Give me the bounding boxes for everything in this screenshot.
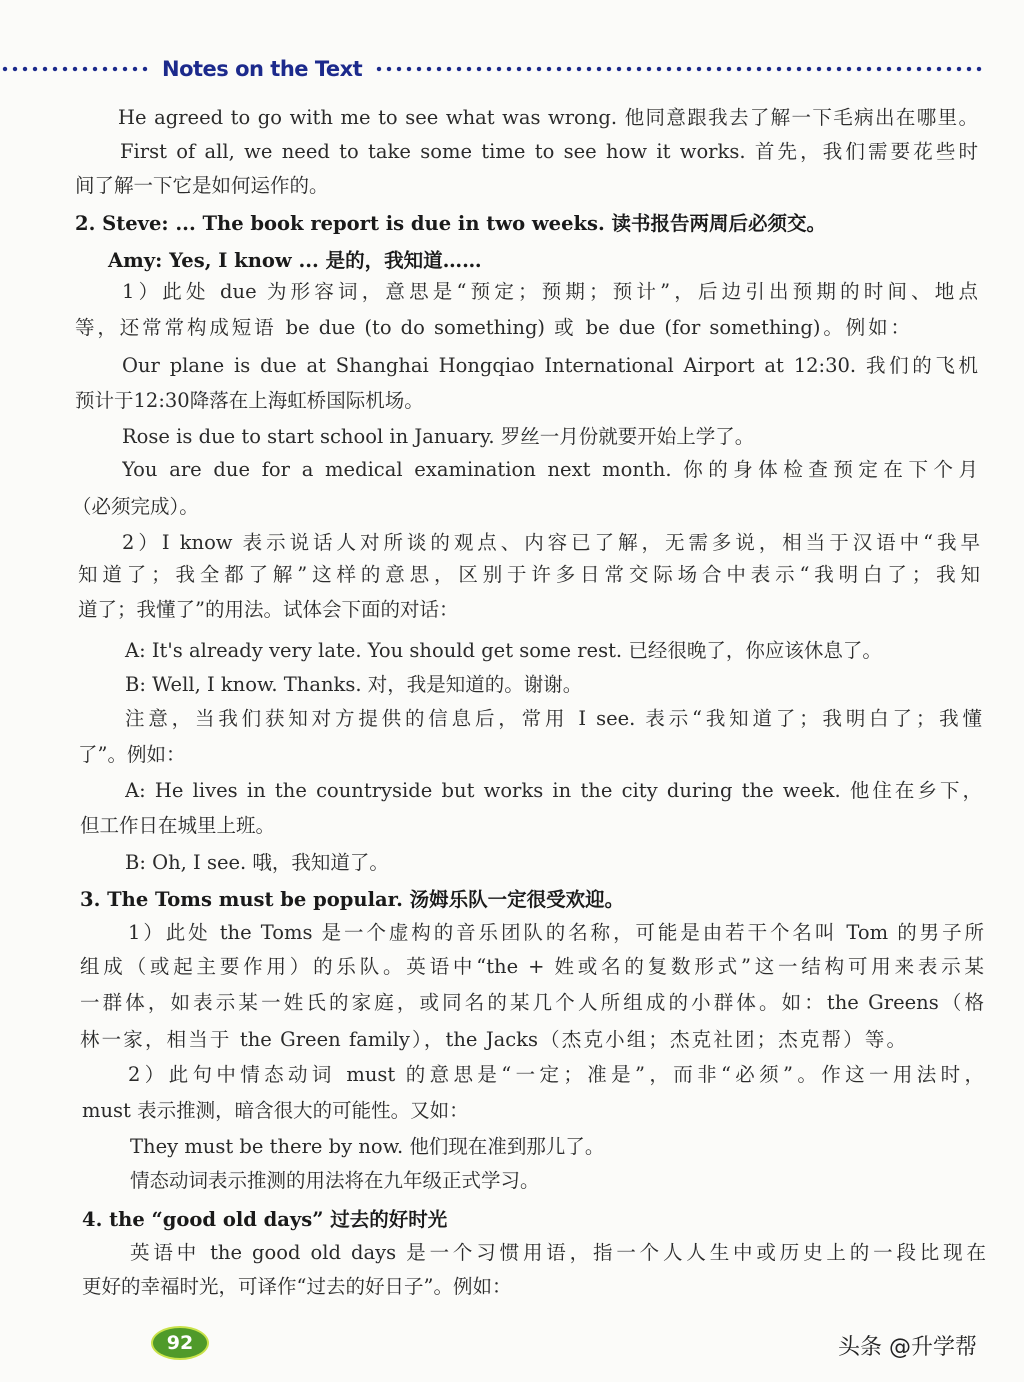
text-line: 一群体，如表示某一姓氏的家庭，或同名的某几个人所组成的小群体。如：the Greens（格 xyxy=(80,991,984,1014)
text-line: A: He lives in the countryside but works in the city during the week. 他住在乡下， xyxy=(125,779,982,802)
text-line: B: Well, I know. Thanks. 对，我是知道的。谢谢。 xyxy=(125,673,583,696)
text-line: 注意，当我们获知对方提供的信息后，常用 I see. 表示“我知道了；我明白了；我懂 xyxy=(125,707,982,730)
text-line: 间了解一下它是如何运作的。 xyxy=(75,174,329,197)
text-line: 等，还常常构成短语 be due (to do something) 或 be due (for something)。例如： xyxy=(75,316,910,339)
text-line: 知道了；我全都了解”这样的意思，区别于许多日常交际场合中表示“我明白了；我知 xyxy=(78,563,980,586)
text-line: 情态动词表示推测的用法将在九年级正式学习。 xyxy=(130,1169,540,1192)
text-line: 了”。例如： xyxy=(78,743,186,766)
text-line: 2）此句中情态动词 must 的意思是“一定；准是”，而非“必须”。作这一用法时， xyxy=(128,1063,984,1086)
text-line: 组成（或起主要作用）的乐队。英语中“the + 姓或名的复数形式”这一结构可用来表示某 xyxy=(80,955,984,978)
text-line: must 表示推测，暗含很大的可能性。又如： xyxy=(82,1099,469,1122)
text-line: Amy: Yes, I know ... 是的，我知道…… xyxy=(108,249,482,272)
text-line: 1）此处 due 为形容词，意思是“预定；预期；预计”，后边引出预期的时间、地点 xyxy=(122,280,978,303)
text-line: 1）此处 the Toms 是一个虚构的音乐团队的名称，可能是由若干个名叫 Tom 的男子所 xyxy=(128,921,984,944)
text-line: Our plane is due at Shanghai Hongqiao International Airport at 12:30. 我们的飞机 xyxy=(122,354,978,377)
note-heading-2: 2. Steve: ... The book report is due in two weeks. 读书报告两周后必须交。 xyxy=(75,212,827,235)
text-line: You are due for a medical examination next month. 你的身体检查预定在下个月 xyxy=(122,458,978,481)
header-dots-right xyxy=(374,66,984,72)
text-line: 道了；我懂了”的用法。试体会下面的对话： xyxy=(78,598,459,621)
text-line: 预计于12:30降落在上海虹桥国际机场。 xyxy=(75,389,424,412)
text-line: Rose is due to start school in January. 罗丝一月份就要开始上学了。 xyxy=(122,425,755,448)
text-line: （必须完成）。 xyxy=(72,495,199,518)
text-line: 林一家，相当于 the Green family），the Jacks（杰克小组；杰克社团；杰克帮）等。 xyxy=(80,1028,906,1051)
text-line: A: It's already very late. You should get some rest. 已经很晚了，你应该休息了。 xyxy=(125,639,882,662)
text-line: 英语中 the good old days 是一个习惯用语，指一个人人生中或历史上的一段比现在 xyxy=(130,1241,986,1264)
page-number-badge: 92 xyxy=(153,1328,207,1358)
text-line: First of all, we need to take some time to see how it works. 首先，我们需要花些时 xyxy=(120,140,978,163)
text-line: 2）I know 表示说话人对所谈的观点、内容已了解，无需多说，相当于汉语中“我早 xyxy=(122,531,980,554)
text-line: 更好的幸福时光，可译作“过去的好日子”。例如： xyxy=(82,1275,512,1298)
section-header xyxy=(0,56,1024,82)
note-heading-4: 4. the “good old days” 过去的好时光 xyxy=(82,1208,448,1231)
section-title: Notes on the Text xyxy=(162,57,363,81)
text-line: B: Oh, I see. 哦，我知道了。 xyxy=(125,851,389,874)
note-heading-3: 3. The Toms must be popular. 汤姆乐队一定很受欢迎。 xyxy=(80,888,625,911)
header-dots-left xyxy=(0,66,150,72)
text-line: They must be there by now. 他们现在准到那儿了。 xyxy=(130,1135,605,1158)
text-line: 但工作日在城里上班。 xyxy=(80,814,276,837)
text-line: He agreed to go with me to see what was wrong. 他同意跟我去了解一下毛病出在哪里。 xyxy=(118,106,978,129)
watermark: 头条 @升学帮 xyxy=(838,1335,977,1360)
